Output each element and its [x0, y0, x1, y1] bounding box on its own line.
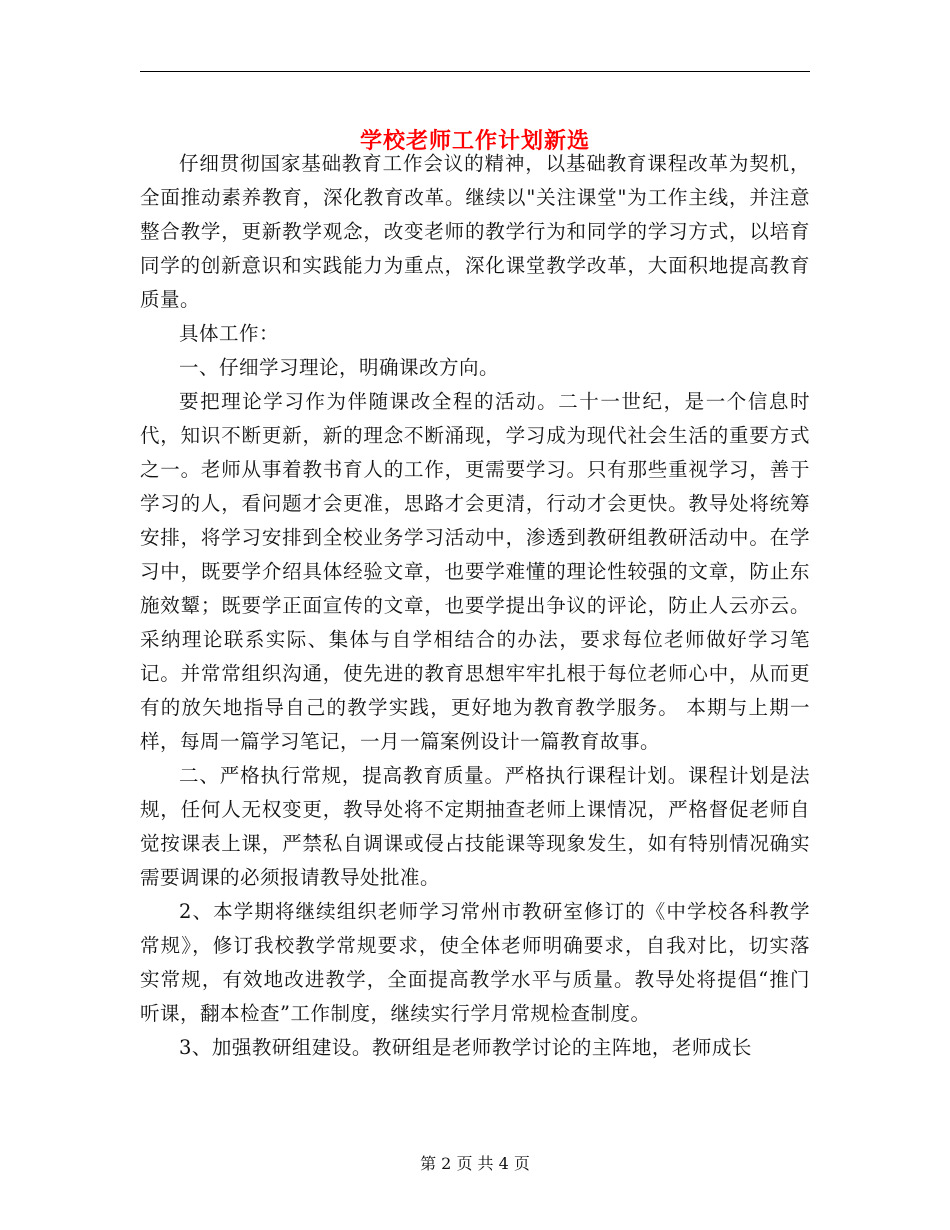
paragraph-research-group: 3、加强教研组建设。教研组是老师教学讨论的主阵地，老师成长 [179, 1036, 752, 1059]
paragraph-theory-study: 要把理论学习作为伴随课改全程的活动。二十一世纪，是一个信息时代，知识不断更新，新的理念不断涌现，学习成为现代社会生活的重要方式之一。老师从事着教书育人的工作，更需要学习。只有那些重视学习，善于学习的人，看问题才会更准，思路才会更清，行动才会更快。教导处将统筹安排，将学习安排到全校业务学习活动中，渗透到教研组教研活动中。在学习中，既要学介绍具体经验文章，也要学难懂的理论性较强的文章，防止东施效颦；既要学正面宣传的文章，也要学提出争议的评论，防止人云亦云。采纳理论联系实际、集体与自学相结合的办法，要求每位老师做好学习笔记。并常常组织沟通，使先进的教育思想牢牢扎根于每位老师心中，从而更有的放矢地指导自己的教学实践，更好地为教育教学服务。 本期与上期一样，每周一篇学习笔记，一月一篇案例设计一篇教育故事。 [140, 390, 810, 753]
section-heading-theory: 一、仔细学习理论，明确课改方向。 [179, 356, 500, 379]
document-title: 学校老师工作计划新选 [359, 127, 590, 154]
document-body [140, 147, 810, 1065]
paragraph-teaching-routine: 2、本学期将继续组织老师学习常州市教研室修订的《中学校各科教学常规》，修订我校教学常规要求，使全体老师明确要求，自我对比，切实落实常规，有效地改进教学，全面提高教学水平与质量。教导处将提倡“推门听课，翻本检查”工作制度，继续实行学月常规检查制度。 [140, 900, 810, 1025]
paragraph-intro: 仔细贯彻国家基础教育工作会议的精神，以基础教育课程改革为契机，全面推动素养教育，深化教育改革。继续以"关注课堂"为工作主线，并注意整合教学，更新教学观念，改变老师的教学行为和同学的学习方式，以培育同学的创新意识和实践能力为重点，深化课堂教学改革，大面积地提高教育质量。 [140, 152, 810, 311]
header-rule [140, 71, 810, 72]
page-number-footer: 第 2 页 共 4 页 [420, 1154, 530, 1173]
paragraph-routine-quality: 二、严格执行常规，提高教育质量。严格执行课程计划。课程计划是法规，任何人无权变更，教导处将不定期抽查老师上课情况，严格督促老师自觉按课表上课，严禁私自调课或侵占技能课等现象发生，如有特别情况确实需要调课的必须报请教导处批准。 [140, 764, 810, 889]
paragraph-specific-work: 具体工作： [179, 322, 280, 345]
